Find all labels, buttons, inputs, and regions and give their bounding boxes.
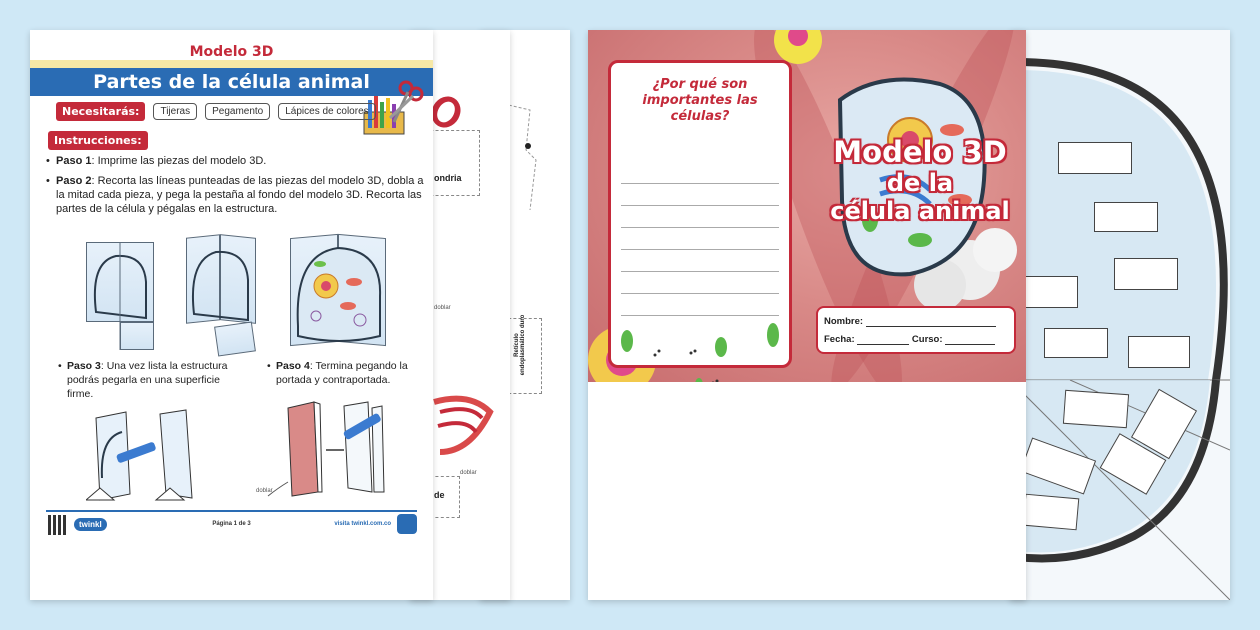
question-card — [608, 60, 792, 368]
label-box-2[interactable] — [1094, 202, 1158, 232]
page-number: Página 1 de 3 — [212, 521, 251, 527]
cover-title-line-3: célula animal — [830, 197, 1010, 225]
reticulo-label: Retículo endoplasmático duro — [514, 314, 526, 376]
step-1 — [46, 154, 426, 168]
step-3-label: Paso 3 — [67, 360, 101, 372]
step-4-text: : Termina pegando la portada y contraportada. — [276, 360, 408, 386]
step-3-text: : Una vez lista la estructura podrás pegarla en una superficie firme. — [67, 360, 228, 400]
er-icon — [430, 392, 500, 462]
fold-label: doblar — [256, 488, 273, 494]
step-2-label: Paso 2 — [56, 175, 92, 187]
label-box-1[interactable] — [1058, 142, 1132, 174]
figure-step-2 — [186, 236, 266, 356]
figure-step-4 — [248, 400, 408, 500]
header-band — [30, 30, 433, 68]
fold-label-1: doblar — [434, 305, 451, 311]
material-glue: Pegamento — [205, 103, 270, 120]
name-field[interactable] — [866, 318, 996, 327]
organelles-icon — [615, 321, 785, 382]
cover-title-line-1: Modelo 3D — [833, 135, 1007, 169]
figure-step-1 — [86, 242, 156, 352]
fold-label-2: doblar — [460, 470, 477, 476]
label-box-4[interactable] — [1024, 276, 1078, 308]
steps-list — [46, 154, 426, 222]
instructions-label: Instrucciones: — [48, 131, 148, 150]
step-4 — [276, 359, 416, 387]
footer-url: visita twinkl.com.co — [334, 521, 391, 527]
course-label: Curso: — [911, 334, 943, 345]
instruction-sheet — [30, 30, 433, 600]
cover-title — [820, 136, 1020, 225]
cell-template-sheet — [1010, 30, 1230, 600]
step-1-text: : Imprime las piezas del modelo 3D. — [91, 155, 267, 167]
course-field[interactable] — [945, 336, 995, 345]
figure-step-2-cell — [290, 236, 390, 356]
sheet-subtitle: Modelo 3D — [189, 44, 274, 60]
badge-icon — [397, 514, 417, 534]
step-2-text: : Recorta las líneas punteadas de las piezas del modelo 3D, dobla a la mitad cada pieza, y pega la pestaña al fondo del modelo 3D. Recorta las partes de la célula y pégalas en la estructura. — [56, 175, 424, 215]
step-2 — [46, 174, 426, 216]
label-box-5[interactable] — [1044, 328, 1108, 358]
mitochondria-icon — [428, 94, 468, 134]
step-3 — [67, 359, 247, 401]
label-box-7[interactable] — [1063, 390, 1129, 428]
question-title: ¿Por qué son importantes las células? — [642, 77, 758, 124]
step-4-label: Paso 4 — [276, 360, 310, 372]
date-field[interactable] — [857, 336, 909, 345]
cover-artwork — [588, 30, 1026, 382]
twinkl-logo: twinkl — [74, 518, 107, 531]
date-label: Fecha: — [824, 334, 855, 345]
needs-label: Necesitarás: — [56, 102, 145, 121]
sheet-title: Partes de la célula animal — [30, 68, 433, 96]
sheet-footer — [46, 510, 417, 534]
name-card — [816, 306, 1016, 354]
fragment-text-ondria: ondria — [434, 173, 462, 183]
material-scissors: Tijeras — [153, 103, 197, 120]
cover-title-line-2: de la — [886, 169, 954, 197]
label-box-11[interactable] — [1023, 494, 1080, 531]
label-box-3[interactable] — [1114, 258, 1178, 290]
cover-sheet — [588, 30, 1026, 600]
material-pencils: Lápices de colores — [278, 103, 375, 120]
figure-step-3 — [86, 408, 206, 502]
label-box-6[interactable] — [1128, 336, 1190, 368]
materials-row — [56, 102, 376, 121]
name-label: Nombre: — [824, 316, 864, 327]
step-1-label: Paso 1 — [56, 155, 92, 167]
yellow-stripe — [30, 60, 433, 68]
fragment-text-de: de — [434, 490, 445, 500]
